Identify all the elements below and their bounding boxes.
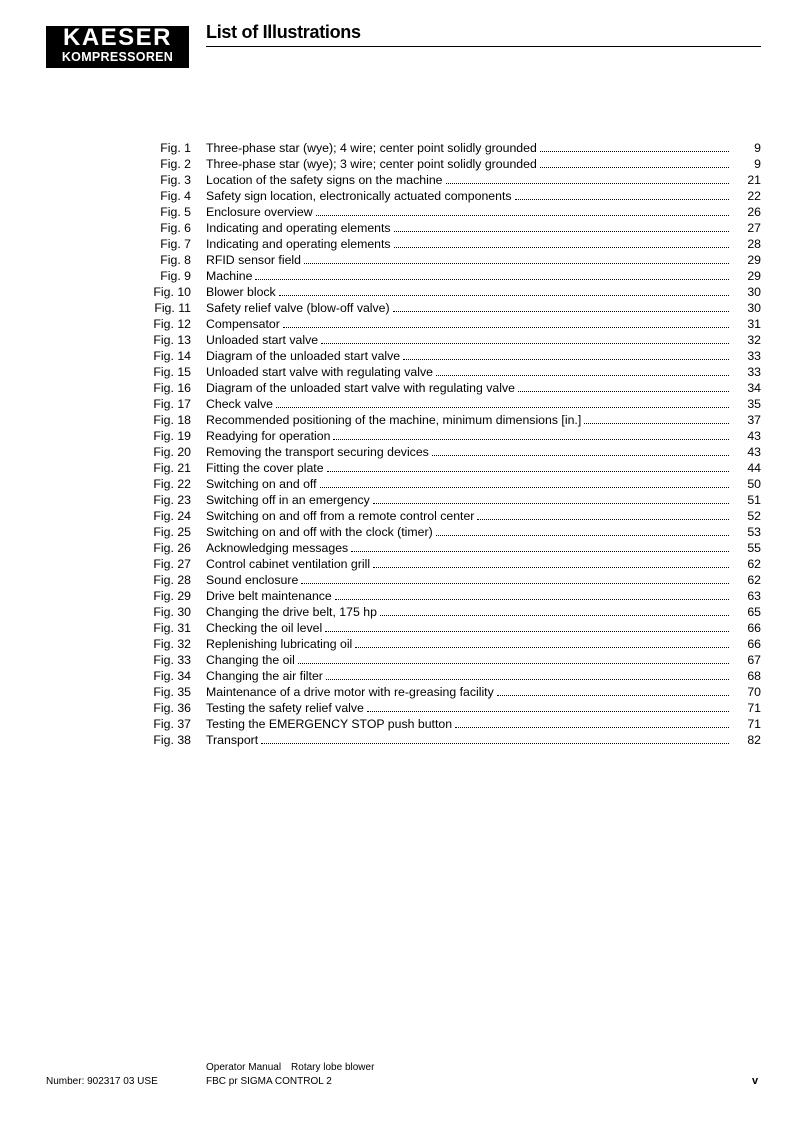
toc-fig-number: Fig. 4 [160,189,191,203]
toc-dot-leader [325,631,729,632]
toc-fig-title: Safety relief valve (blow-off valve) [206,301,390,315]
toc-fig-title: Blower block [206,285,276,299]
toc-page-number: 65 [747,605,761,619]
toc-dot-leader [515,199,729,200]
toc-page-number: 27 [747,221,761,235]
toc-title-cell [206,204,729,220]
toc-title-cell [206,732,729,748]
toc-page-number: 21 [747,173,761,187]
toc-fig-number: Fig. 21 [153,461,191,475]
toc-dot-leader [518,391,729,392]
toc-dot-leader [301,583,729,584]
toc-title-cell [206,172,729,188]
toc-title-cell [206,620,729,636]
toc-fig-title: Maintenance of a drive motor with re-greasing facility [206,685,494,699]
toc-fig-title: Drive belt maintenance [206,589,332,603]
toc-fig-number: Fig. 26 [153,541,191,555]
toc-dot-leader [393,311,729,312]
toc-page-number: 29 [747,269,761,283]
toc-page-number: 26 [747,205,761,219]
toc-page-number: 33 [747,349,761,363]
toc-title-cell [206,652,729,668]
toc-fig-title: Acknowledging messages [206,541,349,555]
toc-title-cell [206,524,729,540]
toc-title-cell [206,668,729,684]
toc-fig-title: Diagram of the unloaded start valve [206,349,401,363]
toc-dot-leader [373,567,729,568]
toc-fig-title: Testing the safety relief valve [206,701,364,715]
toc-page-number: 50 [747,477,761,491]
toc-title-cell [206,332,729,348]
toc-entry[interactable] [140,508,761,524]
toc-entry[interactable] [140,268,761,284]
toc-dot-leader [283,327,729,328]
toc-fig-number: Fig. 3 [160,173,191,187]
toc-fig-number: Fig. 28 [153,573,191,587]
toc-dot-leader [316,215,729,216]
toc-title-cell [206,700,729,716]
toc-dot-leader [333,439,729,440]
toc-dot-leader [497,695,729,696]
toc-page-number: 67 [747,653,761,667]
toc-dot-leader [403,359,729,360]
toc-page-number: 68 [747,669,761,683]
toc-fig-title: Indicating and operating elements [206,237,391,251]
toc-page-number: 9 [754,141,761,155]
toc-page-number: 62 [747,557,761,571]
toc-title-cell [206,476,729,492]
toc-fig-title: RFID sensor field [206,253,301,267]
toc-fig-title: Changing the air filter [206,669,323,683]
toc-entry[interactable] [140,252,761,268]
toc-title-cell [206,396,729,412]
toc-title-cell [206,716,729,732]
toc-page-number: 43 [747,445,761,459]
toc-page-number: 66 [747,621,761,635]
toc-dot-leader [320,487,729,488]
toc-entry[interactable] [140,732,761,748]
toc-fig-number: Fig. 25 [153,525,191,539]
toc-fig-number: Fig. 36 [153,701,191,715]
illustration-list [140,140,761,748]
toc-fig-title: Machine [206,269,253,283]
toc-fig-number: Fig. 1 [160,141,191,155]
toc-entry[interactable] [140,284,761,300]
toc-fig-number: Fig. 35 [153,685,191,699]
toc-title-cell [206,156,729,172]
logo-main-text: KAESER [62,24,173,51]
footer-model: FBC pr SIGMA CONTROL 2 [206,1076,332,1087]
toc-entry[interactable] [140,524,761,540]
toc-dot-leader [446,183,729,184]
footer-manual-type: Operator Manual [206,1062,282,1073]
page-title: List of Illustrations [206,22,361,42]
toc-fig-title: Three-phase star (wye); 3 wire; center point solidly grounded [206,157,537,171]
toc-fig-title: Unloaded start valve [206,333,319,347]
toc-page-number: 32 [747,333,761,347]
toc-entry[interactable] [140,140,761,156]
toc-fig-number: Fig. 9 [160,269,191,283]
toc-fig-number: Fig. 19 [153,429,191,443]
toc-entry[interactable] [140,396,761,412]
toc-title-cell [206,380,729,396]
toc-page-number: 34 [747,381,761,395]
toc-fig-title: Switching on and off from a remote control center [206,509,475,523]
toc-fig-number: Fig. 8 [160,253,191,267]
toc-entry[interactable] [140,572,761,588]
kaeser-logo [46,26,189,68]
toc-page-number: 30 [747,301,761,315]
toc-page-number: 43 [747,429,761,443]
toc-fig-title: Control cabinet ventilation grill [206,557,371,571]
toc-entry[interactable] [140,300,761,316]
toc-fig-title: Changing the drive belt, 175 hp [206,605,377,619]
toc-fig-title: Switching on and off [206,477,317,491]
toc-page-number: 9 [754,157,761,171]
toc-fig-number: Fig. 2 [160,157,191,171]
toc-fig-number: Fig. 17 [153,397,191,411]
toc-dot-leader [298,663,729,664]
toc-fig-title: Readying for operation [206,429,331,443]
toc-title-cell [206,428,729,444]
toc-title-cell [206,556,729,572]
toc-page-number: 37 [747,413,761,427]
toc-fig-title: Diagram of the unloaded start valve with regulating valve [206,381,515,395]
toc-page-number: 29 [747,253,761,267]
toc-title-cell [206,300,729,316]
toc-title-cell [206,252,729,268]
toc-title-cell [206,412,729,428]
toc-fig-title: Enclosure overview [206,205,313,219]
toc-page-number: 70 [747,685,761,699]
toc-title-cell [206,684,729,700]
toc-title-cell [206,316,729,332]
toc-page-number: 55 [747,541,761,555]
toc-entry[interactable] [140,540,761,556]
toc-dot-leader [436,375,729,376]
header-divider [206,46,761,47]
toc-dot-leader [355,647,729,648]
toc-fig-title: Three-phase star (wye); 4 wire; center point solidly grounded [206,141,537,155]
toc-entry[interactable] [140,236,761,252]
toc-entry[interactable] [140,348,761,364]
toc-page-number: 52 [747,509,761,523]
toc-dot-leader [321,343,729,344]
toc-entry[interactable] [140,556,761,572]
toc-title-cell [206,236,729,252]
toc-dot-leader [394,247,729,248]
toc-title-cell [206,636,729,652]
toc-entry[interactable] [140,652,761,668]
toc-entry[interactable] [140,444,761,460]
toc-page-number: 31 [747,317,761,331]
toc-fig-number: Fig. 38 [153,733,191,747]
toc-entry[interactable] [140,588,761,604]
toc-fig-number: Fig. 29 [153,589,191,603]
toc-page-number: 30 [747,285,761,299]
toc-fig-number: Fig. 37 [153,717,191,731]
toc-fig-number: Fig. 22 [153,477,191,491]
toc-dot-leader [455,727,729,728]
toc-title-cell [206,572,729,588]
toc-entry[interactable] [140,460,761,476]
toc-page-number: 62 [747,573,761,587]
toc-entry[interactable] [140,220,761,236]
toc-fig-title: Safety sign location, electronically actuated components [206,189,512,203]
toc-dot-leader [436,535,729,536]
toc-page-number: 53 [747,525,761,539]
toc-page-number: 63 [747,589,761,603]
toc-fig-number: Fig. 11 [154,301,191,315]
toc-entry[interactable] [140,476,761,492]
toc-page-number: 82 [747,733,761,747]
toc-title-cell [206,460,729,476]
toc-title-cell [206,188,729,204]
toc-title-cell [206,348,729,364]
toc-dot-leader [326,679,729,680]
toc-entry[interactable] [140,604,761,620]
toc-dot-leader [255,279,729,280]
toc-fig-title: Compensator [206,317,280,331]
toc-entry[interactable] [140,492,761,508]
toc-dot-leader [367,711,729,712]
toc-fig-number: Fig. 18 [153,413,191,427]
toc-dot-leader [304,263,729,264]
toc-entry[interactable] [140,156,761,172]
toc-fig-number: Fig. 13 [153,333,191,347]
toc-page-number: 51 [747,493,761,507]
toc-title-cell [206,268,729,284]
toc-dot-leader [432,455,729,456]
toc-title-cell [206,220,729,236]
toc-entry[interactable] [140,364,761,380]
footer-document-info [206,1061,384,1089]
toc-fig-number: Fig. 16 [153,381,191,395]
toc-title-cell [206,508,729,524]
toc-fig-number: Fig. 23 [153,493,191,507]
toc-page-number: 22 [747,189,761,203]
toc-fig-title: Unloaded start valve with regulating valve [206,365,433,379]
toc-entry[interactable] [140,716,761,732]
toc-fig-title: Check valve [206,397,273,411]
toc-title-cell [206,140,729,156]
toc-entry[interactable] [140,380,761,396]
toc-entry[interactable] [140,412,761,428]
toc-entry[interactable] [140,204,761,220]
toc-title-cell [206,588,729,604]
document-number: Number: 902317 03 USE [46,1076,158,1087]
toc-fig-number: Fig. 6 [160,221,191,235]
toc-dot-leader [276,407,729,408]
toc-title-cell [206,604,729,620]
toc-page-number: 66 [747,637,761,651]
toc-fig-number: Fig. 5 [160,205,191,219]
toc-fig-title: Removing the transport securing devices [206,445,429,459]
toc-fig-title: Testing the EMERGENCY STOP push button [206,717,453,731]
toc-entry[interactable] [140,172,761,188]
toc-fig-number: Fig. 7 [160,237,191,251]
toc-page-number: 33 [747,365,761,379]
toc-dot-leader [540,151,729,152]
toc-dot-leader [261,743,729,744]
toc-dot-leader [327,471,729,472]
toc-entry[interactable] [140,188,761,204]
toc-fig-number: Fig. 31 [153,621,191,635]
toc-fig-title: Checking the oil level [206,621,323,635]
toc-dot-leader [380,615,729,616]
toc-fig-number: Fig. 14 [153,349,191,363]
toc-page-number: 71 [747,701,761,715]
toc-entry[interactable] [140,316,761,332]
toc-fig-number: Fig. 32 [153,637,191,651]
toc-entry[interactable] [140,620,761,636]
toc-entry[interactable] [140,332,761,348]
toc-fig-number: Fig. 15 [153,365,191,379]
toc-dot-leader [279,295,729,296]
toc-fig-number: Fig. 27 [153,557,191,571]
toc-dot-leader [477,519,729,520]
toc-fig-number: Fig. 34 [153,669,191,683]
toc-title-cell [206,284,729,300]
toc-title-cell [206,444,729,460]
toc-fig-number: Fig. 20 [153,445,191,459]
toc-fig-title: Transport [206,733,259,747]
toc-page-number: 28 [747,237,761,251]
toc-fig-title: Switching off in an emergency [206,493,370,507]
toc-dot-leader [351,551,729,552]
toc-fig-number: Fig. 12 [153,317,191,331]
toc-dot-leader [373,503,729,504]
toc-entry[interactable] [140,700,761,716]
toc-entry[interactable] [140,684,761,700]
toc-dot-leader [335,599,729,600]
toc-fig-number: Fig. 33 [153,653,191,667]
toc-fig-number: Fig. 30 [153,605,191,619]
toc-dot-leader [394,231,729,232]
toc-fig-title: Location of the safety signs on the machine [206,173,443,187]
toc-fig-title: Replenishing lubricating oil [206,637,353,651]
toc-page-number: 44 [747,461,761,475]
toc-fig-title: Sound enclosure [206,573,299,587]
toc-title-cell [206,540,729,556]
toc-fig-title: Recommended positioning of the machine, minimum dimensions [in.] [206,413,582,427]
toc-page-number: 71 [747,717,761,731]
toc-fig-title: Changing the oil [206,653,295,667]
toc-entry[interactable] [140,636,761,652]
toc-page-number: 35 [747,397,761,411]
logo-sub-text: KOMPRESSOREN [61,50,174,64]
toc-dot-leader [540,167,729,168]
toc-fig-title: Indicating and operating elements [206,221,391,235]
toc-fig-title: Switching on and off with the clock (timer) [206,525,433,539]
footer-product: Rotary lobe blower [291,1062,375,1073]
page-number: v [752,1075,759,1087]
toc-title-cell [206,492,729,508]
toc-fig-number: Fig. 24 [153,509,191,523]
toc-fig-title: Fitting the cover plate [206,461,324,475]
toc-entry[interactable] [140,428,761,444]
toc-title-cell [206,364,729,380]
toc-fig-number: Fig. 10 [153,285,191,299]
toc-dot-leader [584,423,729,424]
toc-entry[interactable] [140,668,761,684]
